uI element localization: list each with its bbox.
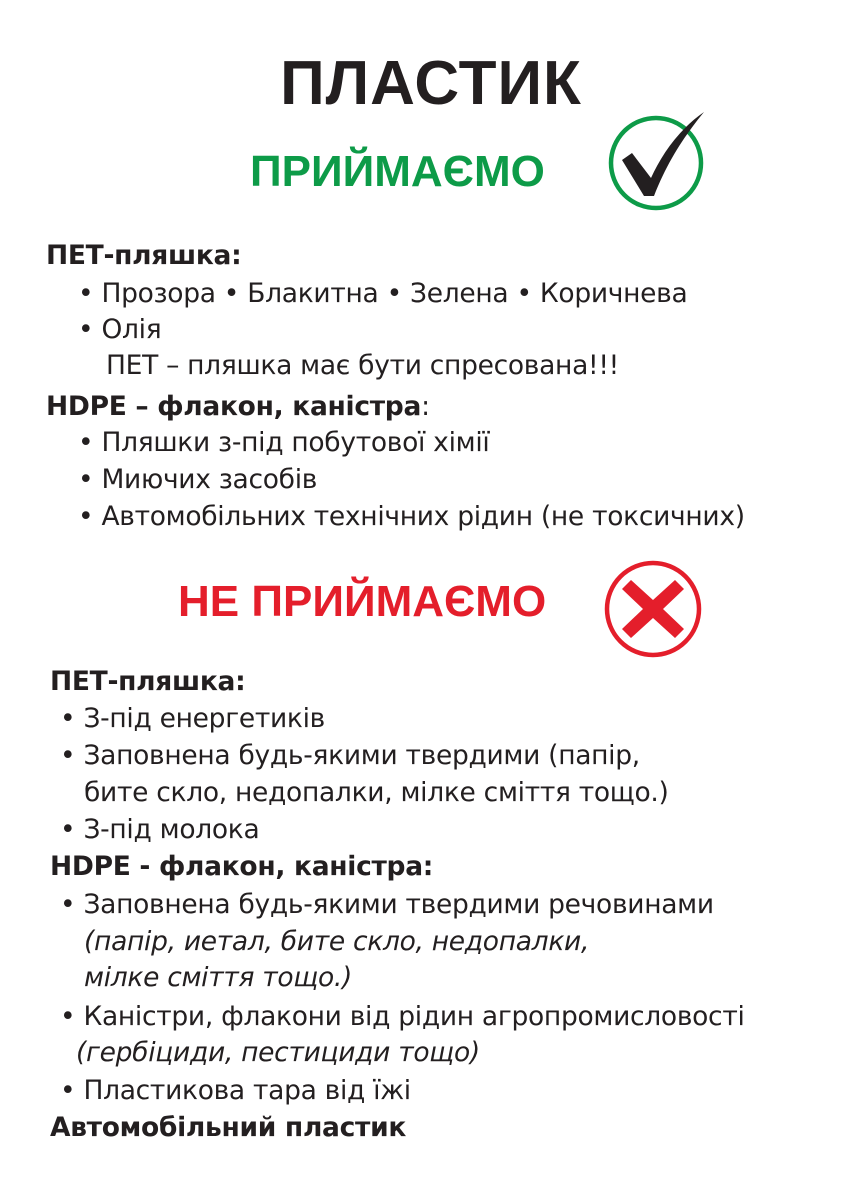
accept-pet-oil: • Олія bbox=[78, 314, 162, 345]
reject-heading: НЕ ПРИЙМАЄМО bbox=[178, 577, 547, 626]
reject-hdpe-note: мілке сміття тощо.) bbox=[84, 962, 353, 993]
reject-pet-item-cont: бите скло, недопалки, мілке сміття тощо.) bbox=[84, 777, 669, 808]
reject-pet-item: • З-під молока bbox=[60, 814, 260, 845]
accept-hdpe-item: • Миючих засобів bbox=[78, 464, 318, 495]
reject-hdpe-item: • Заповнена будь-якими твердими речовинами bbox=[60, 889, 714, 920]
accept-pet-note: ПЕТ – пляшка має бути спресована!!! bbox=[106, 350, 619, 381]
reject-hdpe-item: • Пластикова тара від їжі bbox=[60, 1075, 411, 1106]
reject-hdpe-note: (папір, иетал, бите скло, недопалки, bbox=[84, 926, 590, 957]
accept-hdpe-label: HDPE – флакон, каністра bbox=[46, 391, 422, 422]
accept-hdpe-colon: : bbox=[421, 391, 430, 422]
accept-pet-colors: • Прозора • Блакитна • Зелена • Коричнева bbox=[78, 278, 688, 309]
accept-hdpe-item: • Пляшки з-під побутової хімії bbox=[78, 427, 490, 458]
reject-pet-item: • З-під енергетиків bbox=[60, 703, 325, 734]
reject-hdpe-note: (гербіциди, пестициди тощо) bbox=[76, 1037, 480, 1068]
check-circle-icon bbox=[606, 108, 710, 212]
accept-hdpe-item: • Автомобільних технічних рідин (не токсичних) bbox=[78, 501, 745, 532]
page-title: ПЛАСТИК bbox=[280, 49, 582, 118]
reject-pet-label: ПЕТ-пляшка: bbox=[50, 666, 246, 697]
reject-pet-item: • Заповнена будь-якими твердими (папір, bbox=[60, 740, 640, 771]
cross-circle-icon bbox=[602, 558, 704, 660]
accept-heading: ПРИЙМАЄМО bbox=[250, 147, 545, 196]
accept-pet-label: ПЕТ-пляшка: bbox=[46, 240, 242, 271]
reject-auto-plastic: Автомобільний пластик bbox=[50, 1112, 407, 1143]
accept-hdpe-label-line bbox=[46, 389, 430, 425]
reject-hdpe-label: HDPE - флакон, каністра: bbox=[50, 851, 434, 882]
reject-hdpe-item: • Каністри, флакони від рідин агропромисловості bbox=[60, 1001, 745, 1032]
